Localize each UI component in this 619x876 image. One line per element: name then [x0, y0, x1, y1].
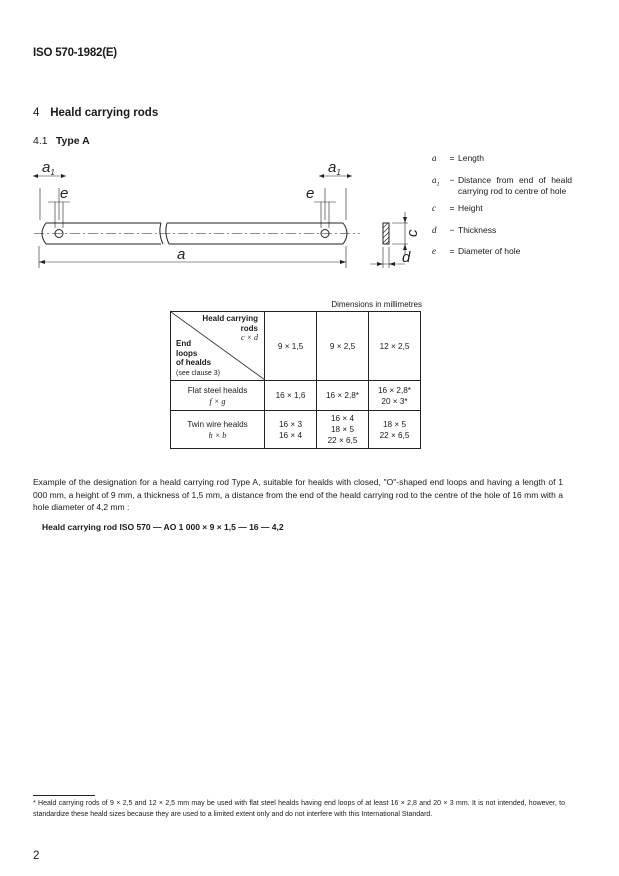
corner-loops-line1: End: [176, 339, 192, 348]
example-paragraph: Example of the designation for a heald carrying rod Type A, suitable for healds with closed, "O"-shaped end loops and having a length of 1 000 mm, a height of 9 mm, a thickness of 1,5 mm, a distance from the end of the heald carrying rod to the centre of the hole of 16 mm with a hole diameter of 4,2 mm :: [33, 477, 563, 512]
legend-item: [432, 246, 572, 262]
legend-item: [432, 153, 572, 169]
row-header: Twin wire healds h × b: [171, 411, 265, 449]
legend-separator: −: [449, 224, 455, 235]
label-e-right: e: [306, 185, 315, 202]
label-a1-right: a: [328, 159, 337, 176]
column-header: 12 × 2,5: [369, 312, 421, 381]
subsection-heading: [33, 135, 90, 147]
subsection-number: 4.1: [33, 135, 48, 147]
table-cell: 18 × 5 22 × 6,5: [369, 411, 421, 449]
legend-item: [432, 203, 572, 219]
legend-text: Diameter of hole: [458, 246, 521, 257]
corner-loops-line2: loops: [176, 348, 198, 358]
corner-rods-line2: rods: [240, 323, 258, 333]
symbol-legend: [432, 153, 572, 268]
legend-symbol: a: [432, 174, 437, 185]
svg-text:a1: $a_1$: [42, 159, 55, 177]
table-corner-cell: [171, 312, 265, 381]
column-header: 9 × 2,5: [317, 312, 369, 381]
legend-symbol: e: [432, 246, 436, 257]
table-row: [171, 411, 421, 449]
table-header-row: [171, 312, 421, 381]
corner-rods-formula: c × d: [241, 333, 258, 342]
table-cell: 16 × 3 16 × 4: [265, 411, 317, 449]
footnote-rule: [33, 795, 95, 796]
dimensions-table: [170, 311, 421, 449]
rod-drawing: [30, 150, 425, 275]
legend-text: Length: [458, 153, 484, 163]
legend-symbol: a: [432, 153, 437, 163]
legend-separator: =: [449, 153, 455, 163]
section-title: Heald carrying rods: [50, 107, 159, 119]
table-cell: 16 × 2,8*: [317, 381, 369, 411]
table-cell: 16 × 1,6: [265, 381, 317, 411]
legend-item: $a_1$ − Distance from end of heald carrying rod to centre of hole: [432, 174, 572, 196]
legend-symbol: c: [432, 202, 436, 213]
section-number: 4: [33, 107, 40, 119]
page-number: 2: [33, 850, 40, 862]
legend-text: Distance from end of heald carrying rod to centre of hole: [458, 174, 572, 196]
legend-text: Height: [458, 202, 483, 213]
footnote: * Heald carrying rods of 9 × 2,5 and 12 × 2,5 mm may be used with flat steel healds having end loops of at least 16 × 2,8 and 20 × 3 mm. It is not intended, however, to standardize these heald sizes because they are used to a limited extent only and do not interfere with this International Standard.: [33, 800, 565, 818]
legend-separator: =: [449, 246, 455, 257]
corner-loops-line3: of healds: [176, 358, 212, 367]
table-cell: 16 × 2,8* 20 × 3*: [369, 381, 421, 411]
label-e-left: e: [60, 185, 69, 202]
column-header: 9 × 1,5: [265, 312, 317, 381]
units-note: Dimensions in millimetres: [331, 300, 422, 309]
svg-text:a1: $a_1$: [328, 159, 341, 177]
corner-loops-note: (see clause 3): [176, 369, 220, 377]
label-a1-left: a: [42, 159, 51, 176]
table-row: [171, 381, 421, 411]
legend-separator: =: [449, 202, 455, 213]
rod-cross-section: [383, 223, 389, 244]
designation-example: Heald carrying rod ISO 570 — AO 1 000 × 9 × 1,5 — 16 — 4,2: [42, 522, 284, 532]
label-d: d: [402, 249, 411, 266]
label-c: c: [404, 229, 421, 237]
document-header: ISO 570-1982(E): [33, 47, 117, 59]
legend-symbol: d: [432, 224, 437, 235]
legend-item: [432, 225, 572, 241]
table-cell: 16 × 4 18 × 5 22 × 6,5: [317, 411, 369, 449]
cross-section-hatch: [383, 223, 389, 244]
subsection-title: Type A: [55, 135, 90, 147]
corner-rods-line1: Heald carrying: [202, 314, 258, 323]
label-a: a: [177, 246, 186, 263]
row-header: Flat steel healds f × g: [171, 381, 265, 411]
legend-text: Thickness: [458, 224, 497, 235]
legend-separator: −: [449, 174, 455, 185]
section-heading: [33, 107, 158, 119]
